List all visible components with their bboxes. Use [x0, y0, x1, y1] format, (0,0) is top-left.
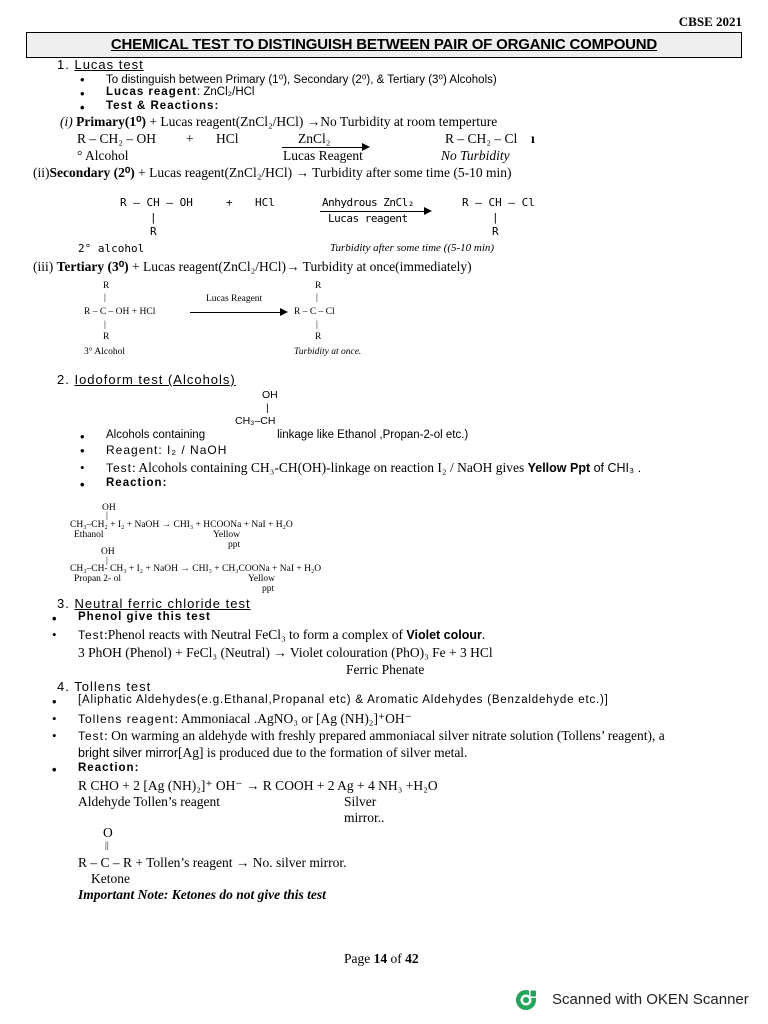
- tollens-bullet-2: [78, 711, 412, 727]
- eq1-oh: OH: [102, 503, 116, 513]
- ferric-bullet-2: [78, 627, 485, 643]
- secondary-hcl: HCl: [255, 196, 275, 209]
- tertiary-label-left: 3° Alcohol: [84, 347, 126, 357]
- iodoform-bullet-1: [106, 429, 468, 441]
- item-text: + Lucas reagent(ZnCl₂/HCl) →No Turbidity at room temperture: [146, 114, 498, 129]
- cbse-label: CBSE 2021: [678, 14, 742, 29]
- item-bold: Tertiary (3⁰): [56, 259, 129, 274]
- secondary-reactant: R – CH – OH: [120, 196, 193, 209]
- eq2-ppt: ppt: [262, 584, 275, 594]
- secondary-product: R – CH – Cl: [462, 196, 535, 209]
- tollens-bullet-1: • [Aliphatic Aldehydes(e.g.Ethanal,Propanal etc) & Aromatic Aldehydes (Benzaldehyde etc.)]: [78, 694, 609, 706]
- section-tollens-heading: [57, 679, 151, 694]
- tertiary-label-right: Turbidity at once.: [294, 347, 362, 357]
- section-ferric-heading: [57, 596, 251, 611]
- ketone-double-bond: ||: [105, 841, 109, 851]
- item-prefix: (ii): [33, 165, 50, 180]
- secondary-arrow-label: Anhydrous ZnCl₂: [322, 196, 414, 209]
- eq1-name: Ethanol: [74, 530, 104, 540]
- secondary-product-bar: |: [492, 211, 499, 224]
- bullet-text-b: linkage like Ethanol ,Propan-2-ol etc.): [277, 429, 469, 441]
- bullet-text: [Ag] is produced due to the formation of silver metal.: [178, 745, 468, 760]
- secondary-line: [33, 165, 512, 181]
- bullet-bold: Yellow Ppt: [527, 461, 591, 475]
- oken-scanner-logo-icon: [515, 989, 537, 1011]
- secondary-bar: |: [150, 211, 157, 224]
- tertiary-r-top: R: [103, 281, 110, 291]
- eq1-yellow: Yellow: [213, 530, 241, 540]
- tollens-bullet-3: [78, 728, 665, 744]
- section-number: 3.: [57, 596, 70, 611]
- secondary-product-r: R: [492, 225, 499, 238]
- item-text: + Lucas reagent(ZnCl₂/HCl)→ Turbidity at once(immediately): [128, 259, 472, 274]
- ketone-o: O: [103, 825, 113, 840]
- tollens-eq-label-1: Aldehyde Tollen’s reagent: [78, 794, 221, 809]
- primary-label-left: ° Alcohol: [77, 148, 129, 163]
- section-title: Lucas test: [74, 57, 144, 72]
- ferric-equation-label: Ferric Phenate: [346, 662, 425, 677]
- tertiary-bar-bottom: |: [104, 320, 106, 330]
- section-number: 2.: [57, 372, 70, 387]
- bullet-text: :Phenol reacts with Neutral FeCl₃ to form a complex of: [104, 627, 407, 642]
- bullet-highlight: bright silver mirror: [78, 746, 179, 760]
- item-prefix: (iii): [33, 259, 57, 274]
- bullet-text: : Alcohols containing CH₃-CH(OH)-linkage on reaction I₂ / NaOH gives: [132, 460, 528, 475]
- item-prefix: (i): [60, 114, 77, 129]
- page-title: CHEMICAL TEST TO DISTINGUISH BETWEEN PAIR OF ORGANIC COMPOUND: [26, 32, 742, 58]
- bullet-text: : Ammoniacal .AgNO₃ or [Ag (NH)₂]⁺OH⁻: [174, 711, 412, 726]
- ketone-name: Ketone: [91, 871, 130, 886]
- page-current: 14: [373, 951, 388, 966]
- iodoform-bullet-4: • Reaction:: [106, 477, 167, 489]
- tollens-bullet-4: • Reaction:: [78, 762, 139, 774]
- bullet-label: Test: [78, 628, 105, 642]
- iodoform-bullet-2: • Reagent: I₂ / NaOH: [106, 443, 227, 457]
- bullet-label: Test: [78, 729, 105, 743]
- tertiary-product-r-top: R: [315, 281, 322, 291]
- page-total: 42: [405, 951, 419, 966]
- section-lucas-heading: [57, 57, 144, 72]
- bullet-label: Lucas reagent: [106, 86, 197, 98]
- primary-label-right: No Turbidity: [441, 148, 510, 163]
- tertiary-product-r-bottom: R: [315, 332, 322, 342]
- bullet-end: .: [481, 627, 486, 642]
- tertiary-arrow-label: Lucas Reagent: [206, 294, 263, 304]
- bullet-label: Test: [106, 461, 133, 475]
- primary-product: R – CH₂ – Cl: [445, 131, 518, 146]
- page-number: [344, 951, 419, 967]
- primary-line: [60, 114, 497, 130]
- eq2-oh: OH: [101, 547, 115, 557]
- page-prefix: Page: [344, 951, 374, 966]
- tollens-eq-label-3: mirror..: [344, 810, 385, 825]
- section-title: Iodoform test (Alcohols): [74, 372, 236, 387]
- secondary-r: R: [150, 225, 157, 238]
- tertiary-r-bottom: R: [103, 332, 110, 342]
- tertiary-arrow: [190, 312, 286, 313]
- iodoform-struct-bar: |: [266, 402, 269, 414]
- bullet-text-a: Alcohols containing: [106, 429, 206, 441]
- eq1: CH₃–CH₂ + I₂ + NaOH → CHI₃ + HCOONa + NaI + H₂O: [70, 520, 293, 530]
- primary-reactant: R – CH₂ – OH: [77, 131, 156, 146]
- primary-arrow-label: ZnCl₂: [298, 131, 331, 146]
- bullet-value: : ZnCl₂/HCl: [196, 86, 255, 98]
- secondary-arrow-sublabel: Lucas reagent: [328, 212, 408, 225]
- section-title: Tollens test: [74, 679, 152, 694]
- lucas-bullet-1: • To distinguish between Primary (1⁰), Secondary (2⁰), & Tertiary (3⁰) Alcohols): [106, 72, 497, 86]
- primary-label-mid: Lucas Reagent: [283, 148, 363, 163]
- secondary-label-left: 2° alcohol: [78, 242, 145, 255]
- tollens-bullet-3-line2: [78, 745, 467, 761]
- eq1-ppt: ppt: [228, 540, 241, 550]
- primary-hcl: HCl: [216, 131, 239, 146]
- iodoform-struct-ch: CH₃–CH: [235, 415, 276, 427]
- bullet-label: Tollens reagent: [78, 712, 175, 726]
- lucas-bullet-2: [106, 86, 254, 98]
- ketone-equation: R – C – R + Tollen’s reagent → No. silver mirror.: [78, 855, 347, 870]
- section-title: Neutral ferric chloride test: [74, 596, 251, 611]
- scanner-watermark: Scanned with OKEN Scanner: [552, 991, 749, 1008]
- secondary-label-right: Turbidity after some time ((5-10 min): [330, 242, 495, 254]
- section-iodoform-heading: [57, 372, 236, 387]
- tertiary-product: R – C – Cl: [294, 307, 335, 317]
- primary-plus: +: [186, 131, 194, 146]
- secondary-plus: +: [226, 196, 233, 209]
- bullet-bold: Violet colour: [406, 628, 482, 642]
- iodoform-bullet-3: [106, 460, 641, 476]
- eq2-name: Propan 2- ol: [74, 574, 121, 584]
- eq2-yellow: Yellow: [248, 574, 276, 584]
- tertiary-product-bar-top: |: [316, 293, 318, 303]
- page-of: of: [387, 951, 406, 966]
- eq2-bar: |: [106, 556, 108, 566]
- bullet-end: of CHI₃ .: [590, 461, 642, 475]
- item-bold: Secondary (2⁰): [49, 165, 135, 180]
- lucas-bullet-3: • Test & Reactions:: [106, 100, 219, 112]
- tollens-equation: R CHO + 2 [Ag (NH)₂]⁺ OH⁻ → R COOH + 2 Ag + 4 NH₃ +H₂O: [78, 778, 438, 793]
- tertiary-line: [33, 259, 472, 275]
- item-text: + Lucas reagent(ZnCl₂/HCl) → Turbidity after some time (5-10 min): [134, 165, 512, 180]
- eq2: CH₃–CH- CH₃ + I₂ + NaOH → CHI₃ + CH₃COONa + NaI + H₂O: [70, 564, 322, 574]
- tertiary-reactant: R – C – OH + HCl: [84, 307, 156, 317]
- ferric-equation: 3 PhOH (Phenol) + FeCl₃ (Neutral) → Violet colouration (PhO)₃ Fe + 3 HCl: [78, 645, 493, 660]
- tollens-eq-label-2: Silver: [344, 794, 377, 809]
- iodoform-struct-oh: OH: [262, 389, 278, 401]
- section-number: 4.: [57, 679, 70, 694]
- important-note: Important Note: Ketones do not give this test: [78, 887, 326, 902]
- item-bold: Primary(1⁰): [76, 114, 147, 129]
- tertiary-product-bar-bottom: |: [316, 320, 318, 330]
- eq1-bar: |: [106, 511, 108, 521]
- primary-product-mark: ı: [531, 131, 535, 146]
- section-number: 1.: [57, 57, 70, 72]
- tertiary-bar-top: |: [104, 293, 106, 303]
- ferric-bullet-1: • Phenol give this test: [78, 611, 211, 623]
- bullet-text: : On warming an aldehyde with freshly prepared ammoniacal silver nitrate solution (Tollens’ reagent), a: [104, 728, 665, 743]
